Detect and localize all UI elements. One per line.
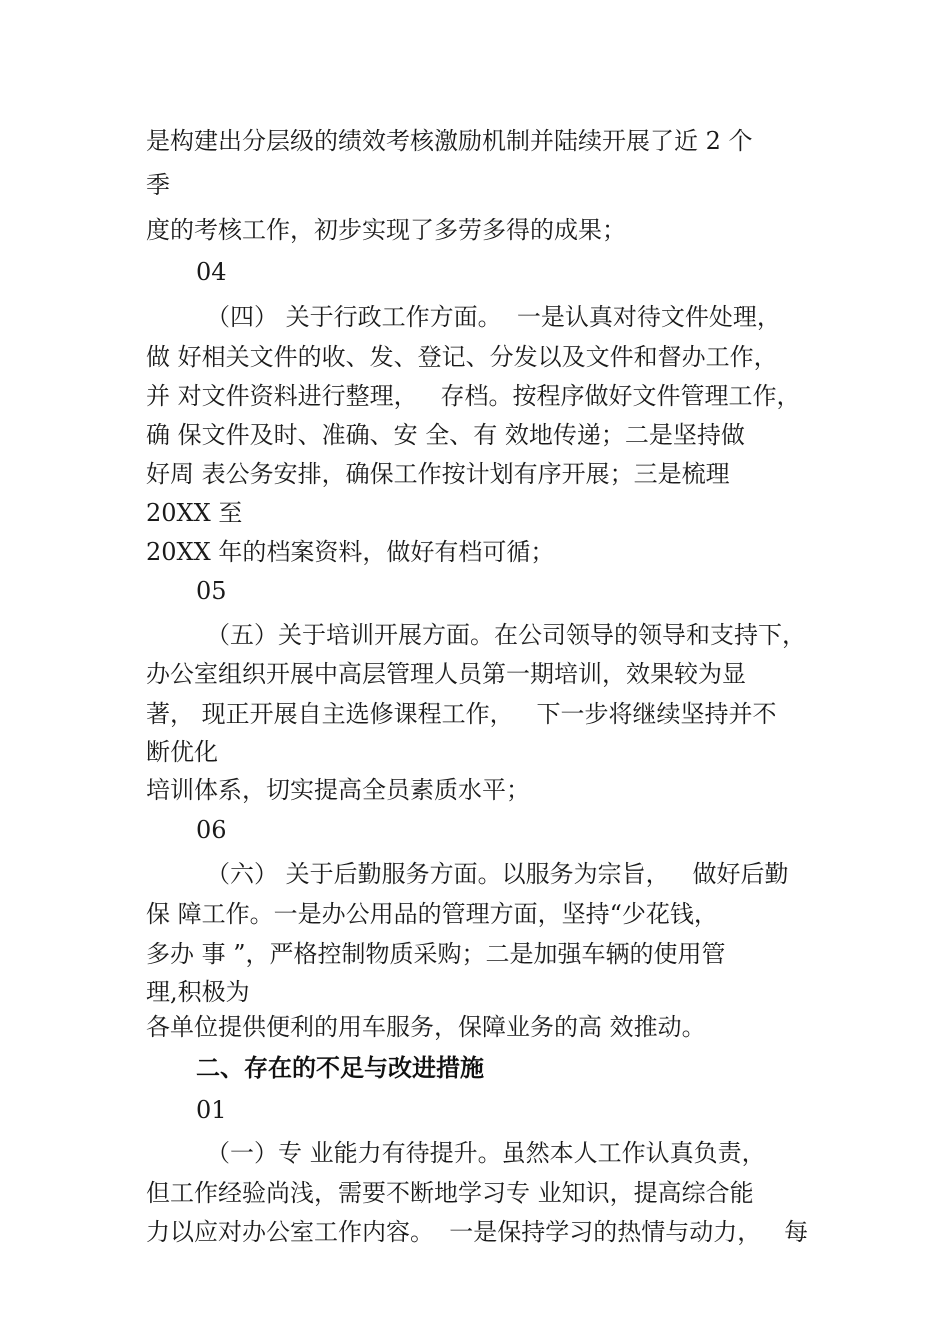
text-line: 度的考核工作，初步实现了多劳多得的成果； [146,216,626,244]
text-line: 著， 现正开展自主选修课程工作， 下一步将继续坚持并不 [146,700,777,728]
section-number: 05 [196,577,227,605]
text-line: 20XX 年的档案资料，做好有档可循； [146,538,555,566]
section-number: 01 [196,1096,227,1124]
text-line: 理,积极为 [146,978,250,1006]
text-line: 是构建出分层级的绩效考核激励机制并陆续开展了近 2 个 [146,127,753,155]
text-line: 力以应对办公室工作内容。 一是保持学习的热情与动力， 每 [146,1218,809,1246]
text-line: 多办 事 ”，严格控制物质采购；二是加强车辆的使用管 [146,940,726,968]
text-line: 办公室组织开展中高层管理人员第一期培训，效果较为显 [146,660,746,688]
text-line: 并 对文件资料进行整理， 存档。按程序做好文件管理工作， [146,382,801,410]
text-line: 培训体系，切实提高全员素质水平； [146,776,530,804]
text-line: 保 障工作。一是办公用品的管理方面，坚持“少花钱， [146,900,718,928]
text-line: 但工作经验尚浅，需要不断地学习专 业知识，提高综合能 [146,1179,754,1207]
text-line: （五）关于培训开展方面。在公司领导的领导和支持下， [206,621,806,649]
text-line: 断优化 [146,738,218,766]
text-line: 季 [146,171,170,199]
text-line: 确 保文件及时、准确、安 全、有 效地传递；二是坚持做 [146,421,745,449]
text-line: 做 好相关文件的收、发、登记、分发以及文件和督办工作， [146,343,778,371]
text-line: （六） 关于后勤服务方面。以服务为宗旨， 做好后勤 [206,860,789,888]
section-number: 04 [196,258,227,286]
text-line: 20XX 至 [146,499,243,527]
section-number: 06 [196,816,227,844]
text-line: 好周 表公务安排，确保工作按计划有序开展；三是梳理 [146,460,730,488]
text-line: 各单位提供便利的用车服务，保障业务的高 效推动。 [146,1013,706,1041]
text-line: （四） 关于行政工作方面。 一是认真对待文件处理， [206,303,781,331]
section-heading: 二、存在的不足与改进措施 [196,1054,484,1082]
text-line: （一）专 业能力有待提升。虽然本人工作认真负责， [206,1139,766,1167]
